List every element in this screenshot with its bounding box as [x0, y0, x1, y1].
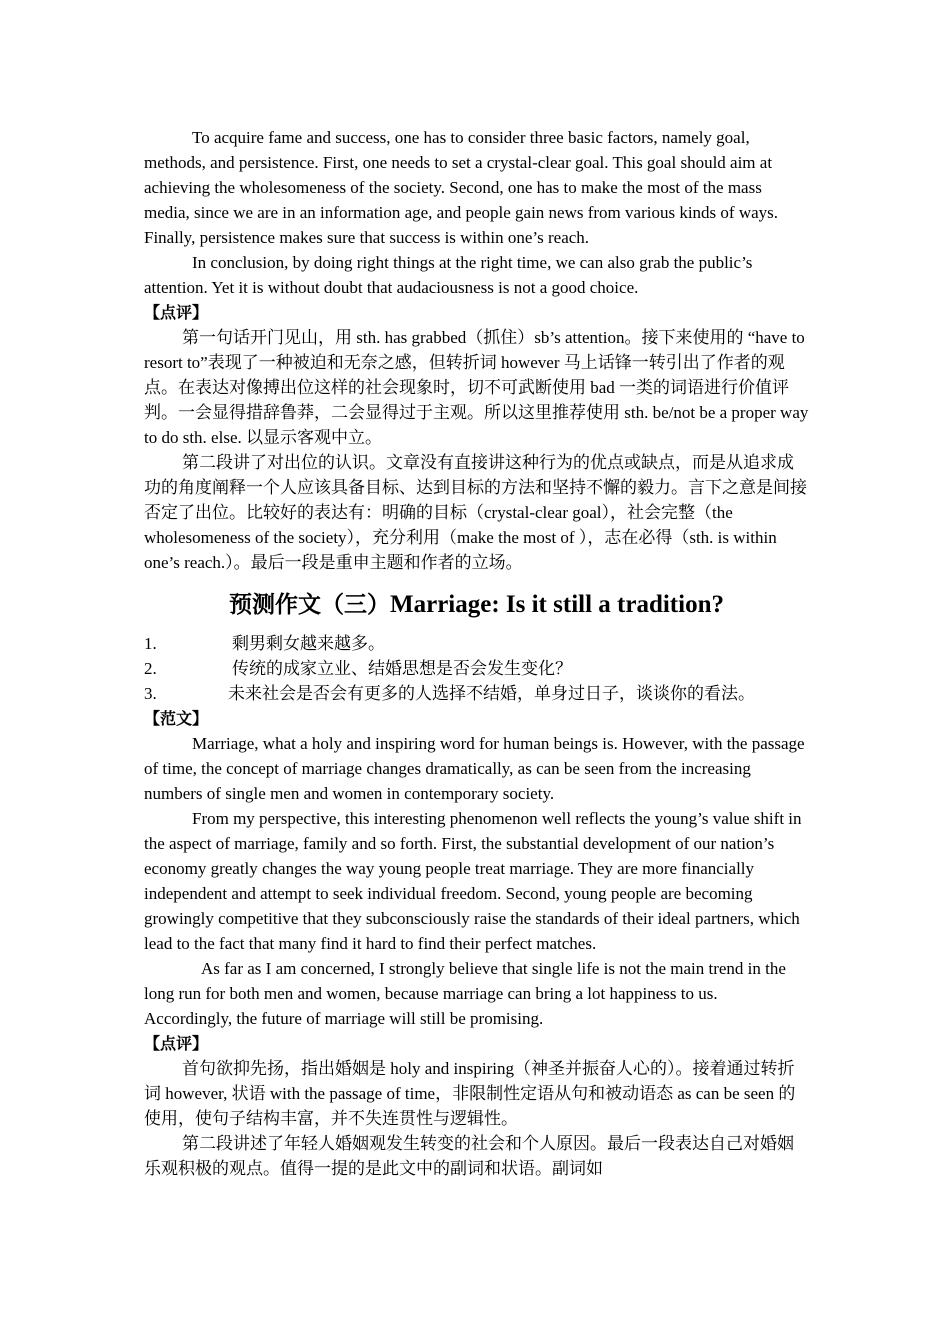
model-paragraph-3: As far as I am concerned, I strongly believe that single life is not the main trend in the long run for both men and women, because marriage can bring a lot happiness to us. Accordingly, the future of marriage will still be promising. — [144, 959, 786, 1028]
prompt-text: 未来社会是否会有更多的人选择不结婚，单身过日子，谈谈你的看法。 — [228, 684, 755, 703]
prompt-number: 1. — [144, 634, 157, 653]
section-title-en: Marriage: Is it still a tradition? — [390, 591, 724, 618]
comment-label: 【点评】 — [144, 1034, 209, 1053]
comment-paragraph-2: 第二段讲述了年轻人婚姻观发生转变的社会和个人原因。最后一段表达自己对婚姻乐观积极的观点。值得一提的是此文中的副词和状语。副词如 — [144, 1134, 794, 1178]
prompt-item — [144, 656, 809, 681]
prompt-text: 传统的成家立业、结婚思想是否会发生变化？ — [232, 659, 572, 678]
prompt-number: 3. — [144, 684, 157, 703]
essay-paragraph-4: In conclusion, by doing right things at the right time, we can also grab the public’s attention. Yet it is without doubt that audaciousness is not a good choice. — [144, 253, 753, 297]
comment-paragraph-1: 首句欲抑先扬，指出婚姻是 holy and inspiring（神圣并振奋人心的）。接着通过转折词 however, 状语 with the passage of time，非限制性定语从句和被动语态 as can be seen 的使用，使句子结构丰富，并不失连贯性与逻辑性。 — [144, 1059, 796, 1128]
model-paragraph-2: From my perspective, this interesting phenomenon well reflects the young’s value shift in the aspect of marriage, family and so forth. First, the substantial development of our nation’s economy greatly changes the way young people treat marriage. They are more financially independent and attempt to seek individual freedom. Second, young people are becoming growingly competitive that they subconsciously raise the standards of their ideal partners, which lead to the fact that many find it hard to find their perfect matches. — [144, 809, 802, 953]
section-title — [144, 587, 809, 623]
comment-paragraph-1: 第一句话开门见山，用 sth. has grabbed（抓住）sb’s attention。接下来使用的 “have to resort to”表现了一种被迫和无奈之感，但转折词 however 马上话锋一转引出了作者的观点。在表达对像搏出位这样的社会现象时，切不可武断使用 bad 一类的词语进行价值评判。一会显得措辞鲁莽，二会显得过于主观。所以这里推荐使用 sth. be/not be a proper way to do sth. else. 以显示客观中立。 — [144, 328, 809, 447]
section-title-cn: 预测作文（三） — [229, 592, 390, 618]
prompt-number: 2. — [144, 659, 157, 678]
comment-paragraph-2: 第二段讲了对出位的认识。文章没有直接讲这种行为的优点或缺点，而是从追求成功的角度阐释一个人应该具备目标、达到目标的方法和坚持不懈的毅力。言下之意是间接否定了出位。比较好的表达有：明确的目标（crystal-clear goal），社会完整（the wholesomeness of the society），充分利用（make the most of ），志在必得（sth. is within one’s reach.）。最后一段是重申主题和作者的立场。 — [144, 453, 807, 572]
comment-label: 【点评】 — [144, 303, 209, 322]
model-essay-label: 【范文】 — [144, 709, 209, 728]
essay-paragraph-3: To acquire fame and success, one has to consider three basic factors, namely goal, methods, and persistence. First, one needs to set a crystal-clear goal. This goal should aim at achieving the wholesomeness of the society. Second, one has to make the most of the mass media, since we are in an information age, and people gain news from various kinds of ways. Finally, persistence makes sure that success is within one’s reach. — [144, 128, 779, 247]
prompt-text: 剩男剩女越来越多。 — [232, 634, 385, 653]
prompt-item — [144, 631, 809, 656]
model-paragraph-1: Marriage, what a holy and inspiring word for human beings is. However, with the passage of time, the concept of marriage changes dramatically, as can be seen from the increasing numbers of single men and women in contemporary society. — [144, 734, 805, 803]
document-body — [144, 125, 809, 1181]
prompt-item — [144, 681, 809, 706]
